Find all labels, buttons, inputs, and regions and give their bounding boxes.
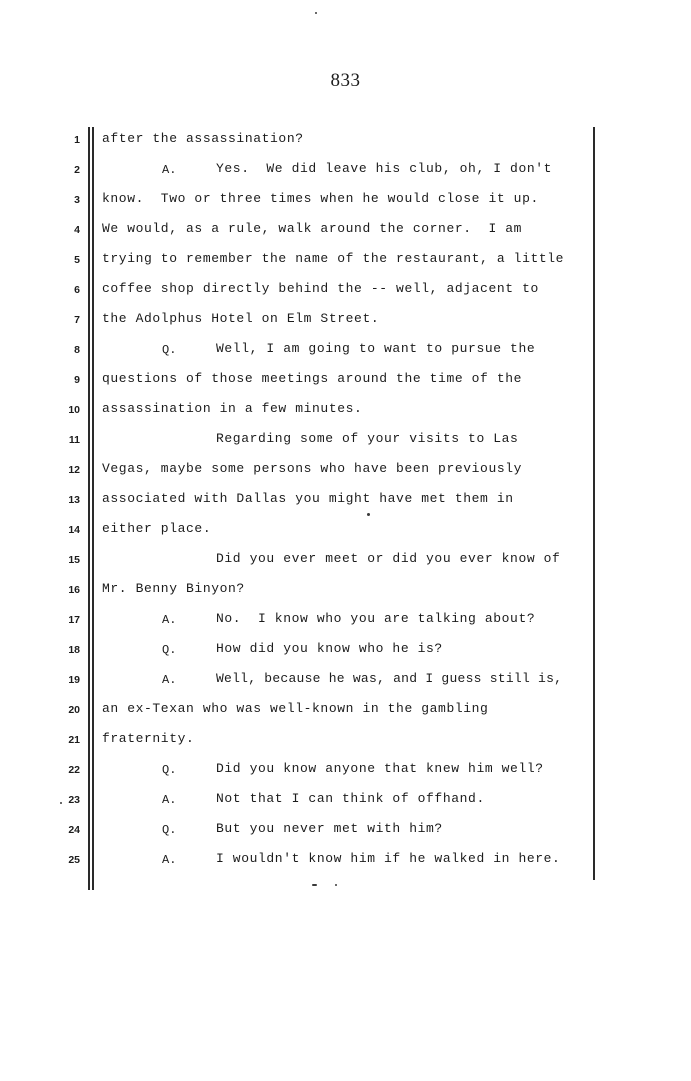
scan-speck (335, 884, 337, 886)
line-number: 14 (68, 524, 80, 536)
line-text: Well, because he was, and I guess still is, (216, 671, 563, 686)
line-text: Did you know anyone that knew him well? (216, 761, 544, 776)
line-text: either place. (102, 521, 212, 536)
line-number: 7 (74, 314, 80, 326)
speaker-label: A. (162, 163, 177, 177)
line-number: 15 (68, 554, 80, 566)
speaker-label: A. (162, 673, 177, 687)
line-text: fraternity. (102, 731, 195, 746)
line-number: 3 (74, 194, 80, 206)
line-number: 11 (68, 434, 80, 446)
page-number: 833 (330, 70, 361, 91)
line-number: 1 (74, 134, 80, 146)
line-number: 20 (68, 704, 80, 716)
line-text: We would, as a rule, walk around the corner. I am (102, 221, 523, 236)
scan-speck (312, 884, 317, 886)
line-text: associated with Dallas you might have met them in (102, 491, 514, 506)
line-number: 12 (68, 464, 80, 476)
scan-speck (60, 802, 62, 804)
line-number: 17 (68, 614, 80, 626)
line-number: 5 (74, 254, 80, 266)
line-number: 19 (68, 674, 80, 686)
line-number: 8 (74, 344, 80, 356)
line-text: assassination in a few minutes. (102, 401, 363, 416)
line-text: an ex-Texan who was well-known in the gambling (102, 701, 489, 716)
left-margin-rule (88, 127, 90, 890)
scan-speck (367, 513, 370, 516)
line-text: Did you ever meet or did you ever know of (216, 551, 561, 566)
line-number: 13 (68, 494, 80, 506)
line-text: Yes. We did leave his club, oh, I don't (216, 161, 553, 176)
scan-speck (315, 12, 317, 14)
line-number: 10 (68, 404, 80, 416)
line-text: Regarding some of your visits to Las (216, 431, 519, 446)
speaker-label: Q. (162, 343, 177, 357)
line-text: know. Two or three times when he would close it up. (102, 191, 539, 206)
line-text: the Adolphus Hotel on Elm Street. (102, 311, 380, 326)
speaker-label: Q. (162, 823, 177, 837)
line-text: questions of those meetings around the time of the (102, 371, 523, 386)
line-number: 18 (68, 644, 80, 656)
right-margin-rule (593, 127, 595, 880)
speaker-label: A. (162, 613, 177, 627)
line-number: 9 (74, 374, 80, 386)
line-text: Well, I am going to want to pursue the (216, 341, 536, 356)
speaker-label: Q. (162, 643, 177, 657)
line-text: No. I know who you are talking about? (216, 611, 536, 626)
line-text: after the assassination? (102, 131, 304, 146)
line-number: 23 (68, 794, 80, 806)
line-text: Mr. Benny Binyon? (102, 581, 245, 596)
line-number: 2 (74, 164, 80, 176)
line-text: coffee shop directly behind the -- well, adjacent to (102, 281, 539, 296)
line-text: trying to remember the name of the restaurant, a little (102, 251, 565, 266)
line-number: 16 (68, 584, 80, 596)
line-number: 6 (74, 284, 80, 296)
line-text: How did you know who he is? (216, 641, 443, 656)
line-number: 21 (68, 734, 80, 746)
line-text: Vegas, maybe some persons who have been previously (102, 461, 523, 476)
line-number: 24 (68, 824, 80, 836)
line-text: But you never met with him? (216, 821, 443, 836)
left-margin-rule-inner (92, 127, 94, 890)
line-number: 25 (68, 854, 80, 866)
line-number: 4 (74, 224, 80, 236)
speaker-label: A. (162, 853, 177, 867)
speaker-label: Q. (162, 763, 177, 777)
line-number: 22 (68, 764, 80, 776)
speaker-label: A. (162, 793, 177, 807)
line-text: Not that I can think of offhand. (216, 791, 485, 806)
line-text: I wouldn't know him if he walked in here. (216, 851, 561, 866)
